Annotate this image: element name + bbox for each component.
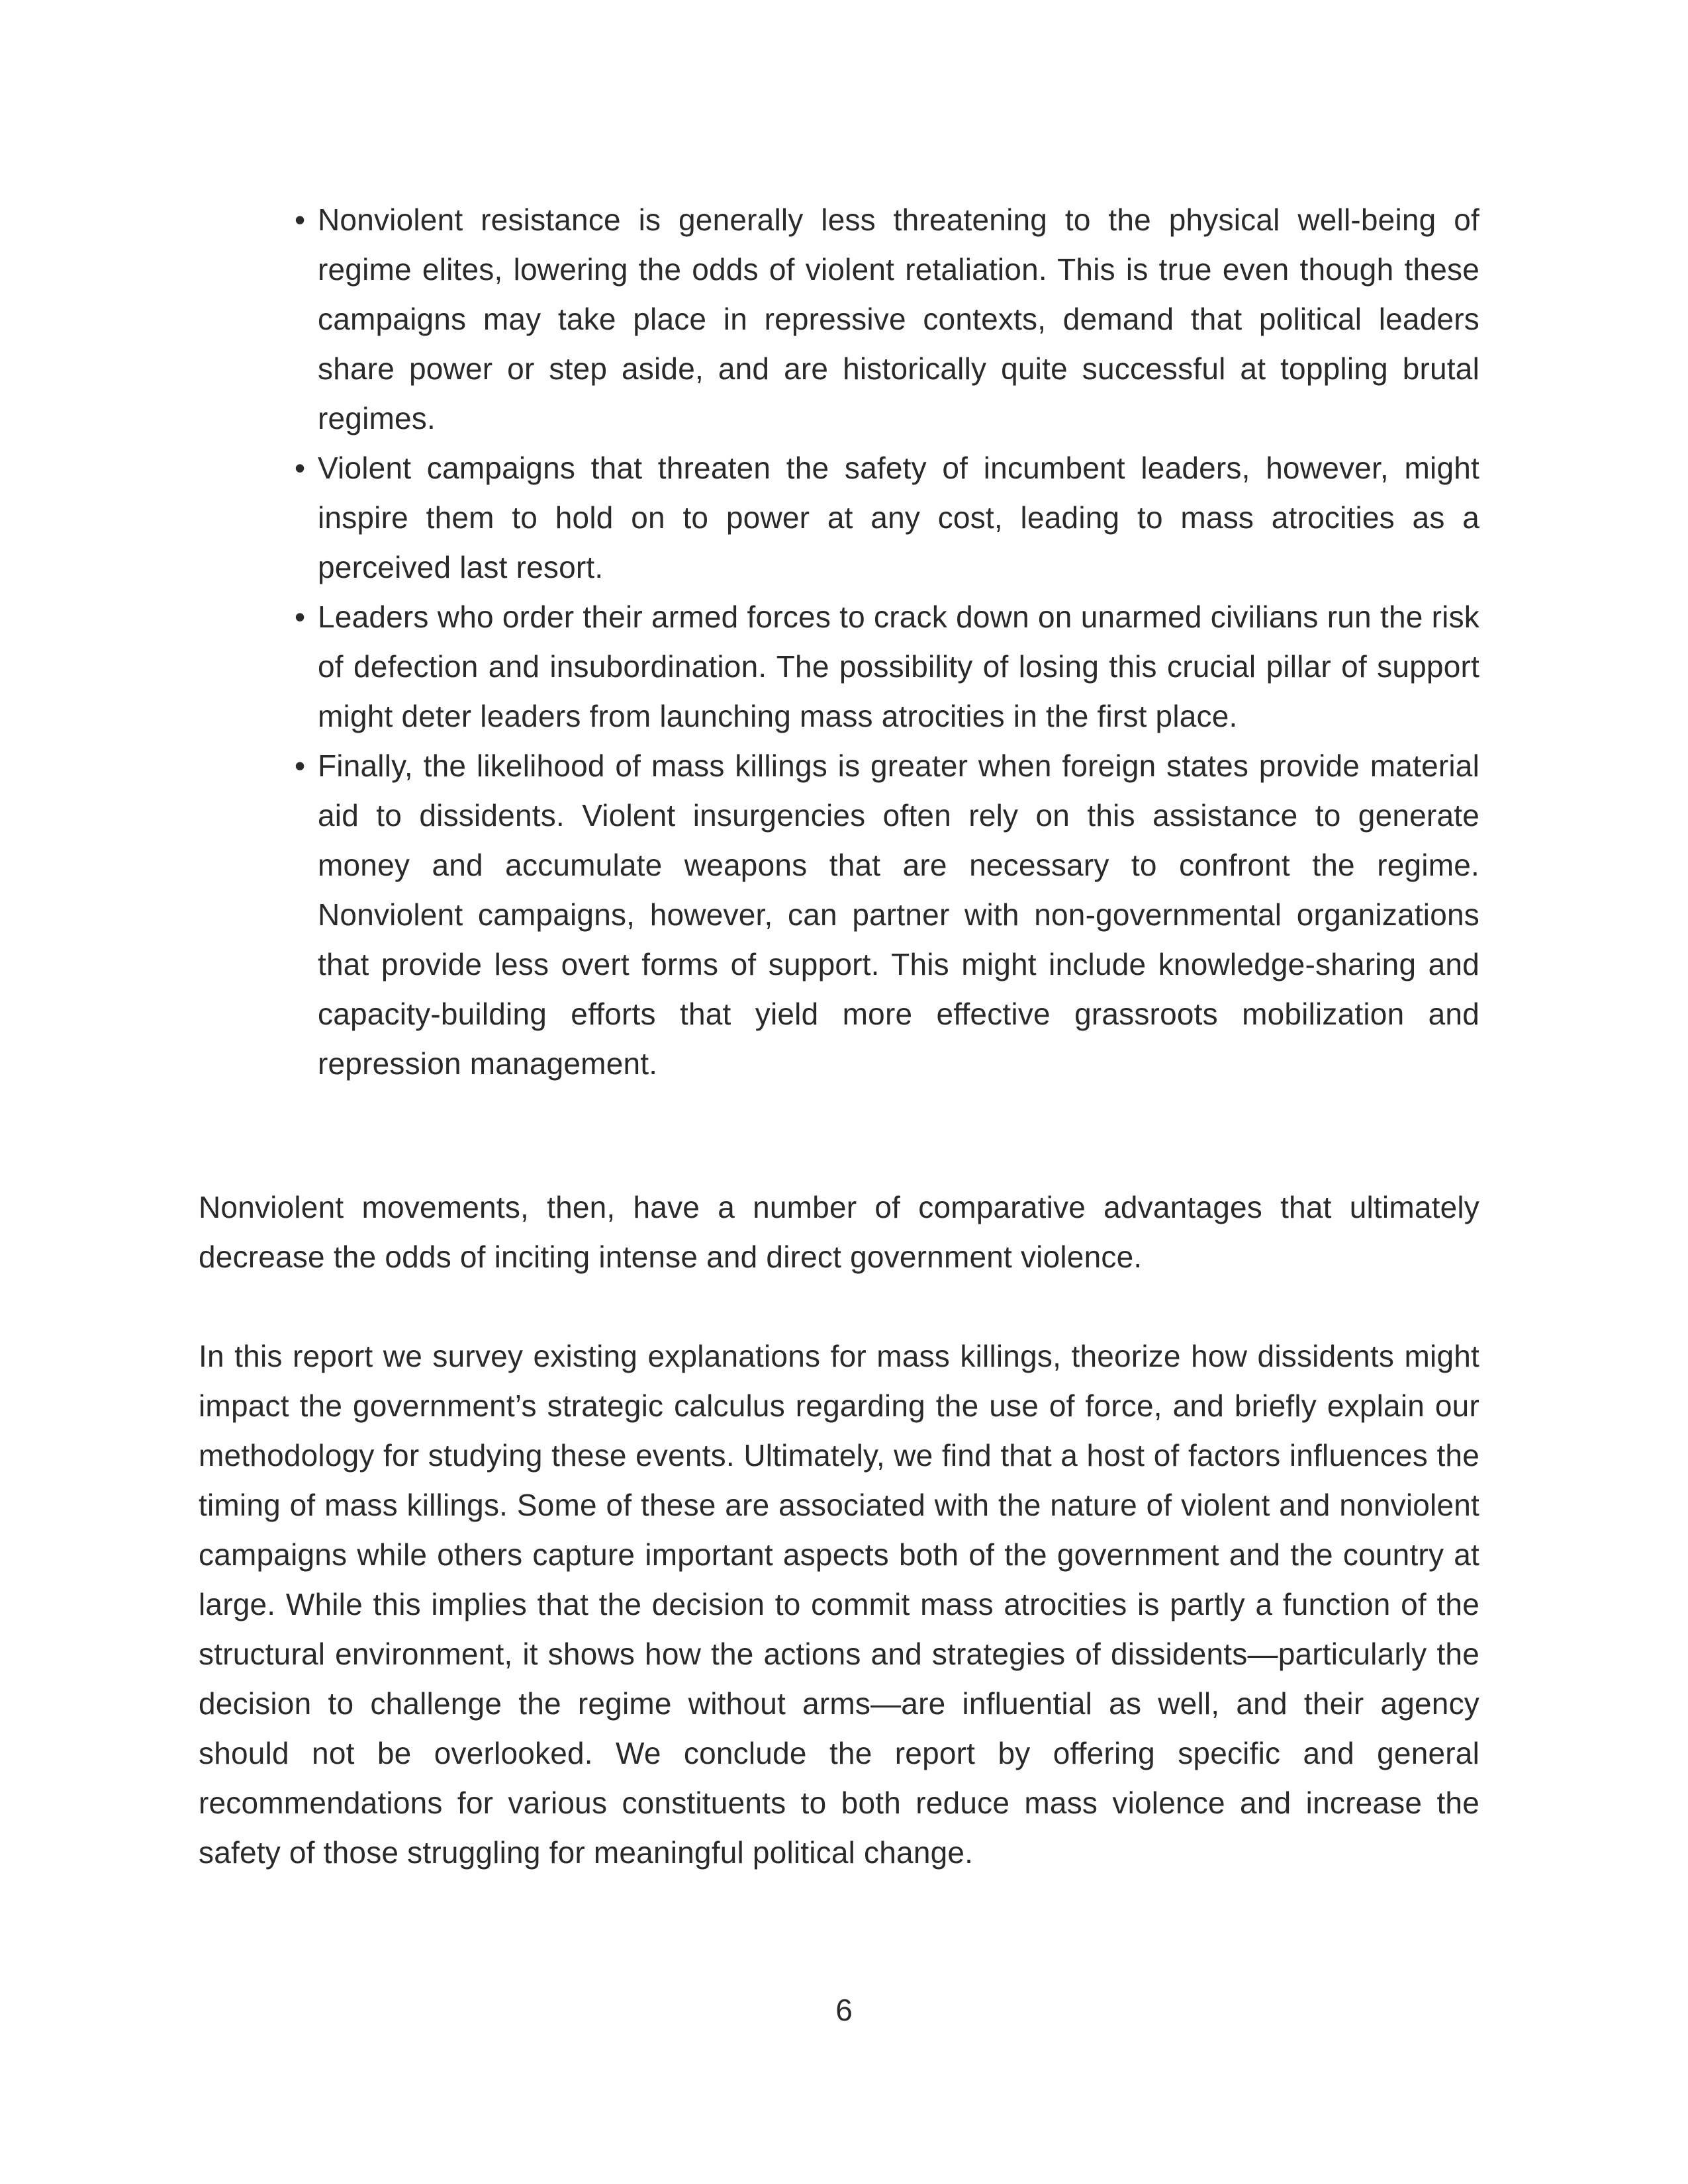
bullet-marker: • — [295, 203, 306, 237]
bullet-marker: • — [295, 451, 306, 485]
page-number: 6 — [835, 1993, 853, 2027]
bullet-item — [295, 443, 1479, 592]
bullet-list — [295, 195, 1479, 1089]
bullet-item — [295, 741, 1479, 1089]
bullet-text: Finally, the likelihood of mass killings is greater when foreign states provide material aid to dissidents. Violent insurgencies often rely on this assistance to generate money and accumulate weapons that are necessary to confront the regime. Nonviolent campaigns, however, can partner with non-governmental organizations that provide less overt forms of support. This might include knowledge-sharing and capacity-building efforts that yield more effective grassroots mobilization and repression management. — [318, 749, 1479, 1081]
bullet-item — [295, 195, 1479, 443]
bullet-text: Violent campaigns that threaten the safety of incumbent leaders, however, might inspire them to hold on to power at any cost, leading to mass atrocities as a perceived last resort. — [318, 451, 1479, 584]
bullet-text: Leaders who order their armed forces to crack down on unarmed civilians run the risk of defection and insubordination. The possibility of losing this crucial pillar of support might deter leaders from launching mass atrocities in the first place. — [318, 600, 1479, 733]
bullet-item — [295, 592, 1479, 741]
body-paragraph: In this report we survey existing explanations for mass killings, theorize how dissidents might impact the government’s strategic calculus regarding the use of force, and briefly explain our methodology for studying these events. Ultimately, we find that a host of factors influences the timing of mass killings. Some of these are associated with the nature of violent and nonviolent campaigns while others capture important aspects both of the government and the country at large. While this implies that the decision to commit mass atrocities is partly a function of the structural environment, it shows how the actions and strategies of dissidents—particularly the decision to challenge the regime without arms—are influential as well, and their agency should not be overlooked. We conclude the report by offering specific and general recommendations for various constituents to both reduce mass violence and increase the safety of those struggling for meaningful political change. — [199, 1339, 1479, 1870]
bullet-text: Nonviolent resistance is generally less threatening to the physical well-being of regime elites, lowering the odds of violent retaliation. This is true even though these campaigns may take place in repressive contexts, demand that political leaders share power or step aside, and are historically quite successful at toppling brutal regimes. — [318, 203, 1479, 435]
bullet-marker: • — [295, 749, 306, 783]
body-paragraph: Nonviolent movements, then, have a number of comparative advantages that ultimately decrease the odds of inciting intense and direct government violence. — [199, 1190, 1479, 1274]
bullet-marker: • — [295, 600, 306, 634]
